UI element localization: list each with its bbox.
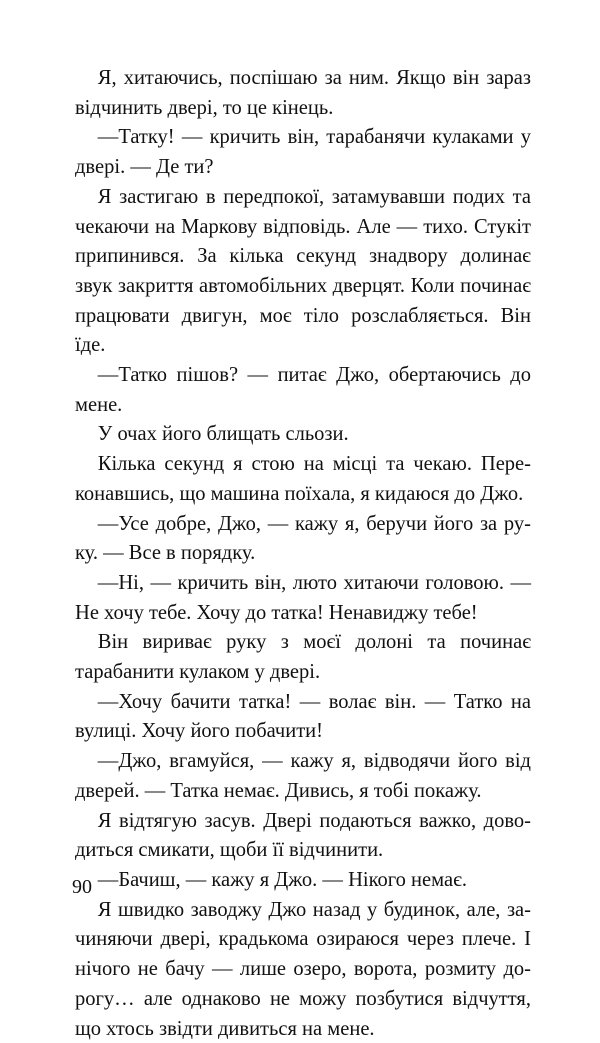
paragraph-2: —Татку! — кричить він, тарабанячи кулаками у двері. — Де ти?	[75, 124, 532, 179]
text-column	[75, 63, 531, 1043]
paragraph-7: —Усе добре, Джо, — кажу я, беручи його за руку. — Все в порядку.	[75, 510, 531, 565]
paragraph-4: —Татко пішов? — питає Джо, обертаючись до мене.	[75, 362, 532, 416]
paragraph-10: —Хочу бачити татка! — волає він. — Татко на вулиці. Хочу його побачити!	[75, 688, 532, 743]
paragraph-9: Він вириває руку з моєї долоні та починає тарабанити кулаком у двері.	[75, 629, 532, 684]
paragraph-11: —Джо, вгамуйся, — кажу я, відводячи його від дверей. — Татка немає. Дивись, я тобі покажу.	[75, 748, 532, 802]
paragraph-8: —Ні, — кричить він, люто хитаючи головою. — Не хочу тебе. Хочу до татка! Ненавиджу тебе!	[75, 569, 532, 624]
paragraph-12: Я відтягую засув. Двері подаються важко, доводиться смикати, щоби її відчинити.	[75, 807, 531, 862]
paragraph-13: —Бачиш, — кажу я Джо. — Нікого немає.	[97, 866, 468, 891]
page-number: 90	[72, 876, 92, 898]
paragraph-5: У очах його блищать сльози.	[97, 421, 349, 446]
page-body	[75, 63, 532, 1043]
paragraph-6: Кілька секунд я стою на місці та чекаю. Переконавшись, що машина поїхала, я кидаюся до Джо.	[75, 451, 531, 505]
paragraph-1: Я, хитаючись, поспішаю за ним. Якщо він зараз відчинить двері, то це кінець.	[75, 65, 532, 119]
paragraph-14: Я швидко заводжу Джо назад у будинок, але, зачиняючи двері, крадькома озираюся через плече. І нічого не бачу — лише озеро, ворота, розмиту дорогу… але однаково не можу позбутися відчуття, що хтось звідти дивиться на мене.	[75, 896, 531, 1040]
paragraph-3: Я застигаю в передпокої, затамувавши подих та чекаючи на Маркову відповідь. Але — тихо. Стукіт припинився. За кілька секунд знадвору долинає звук закриття автомобільних дверцят. Коли починає працювати двигун, моє тіло розслабляється. Він їде.	[75, 183, 532, 357]
